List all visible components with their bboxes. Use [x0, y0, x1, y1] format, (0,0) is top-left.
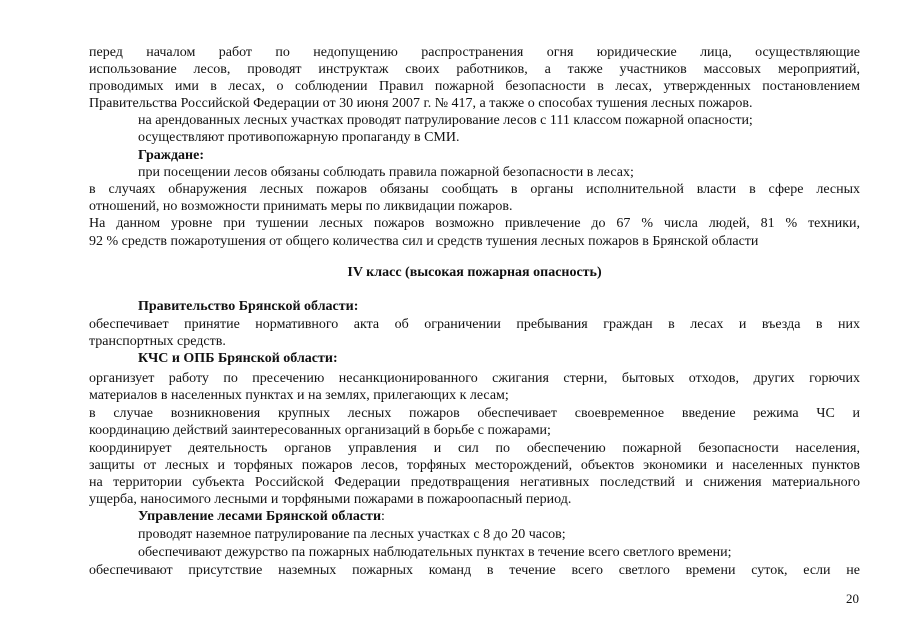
text-line: На данном уровне при тушении лесных пожаров возможно привлечение до 67 % числа людей, 81 % техники,	[89, 216, 860, 231]
text-line: перед началом работ по недопущению распространения огня юридические лица, осуществляющие	[89, 45, 860, 60]
text-line: 92 % средств пожаротушения от общего количества сил и средств тушения лесных пожаров в Брянской области	[89, 234, 759, 249]
heading-colon: :	[381, 509, 385, 524]
section-heading: Граждане:	[138, 148, 204, 163]
text-line: проводимых ими в лесах, о соблюдении Правил пожарной безопасности в лесах, утвержденных постановлением	[89, 79, 860, 94]
text-line: в случаях обнаружения лесных пожаров обязаны сообщать в органы исполнительной власти в сфере лесных	[89, 182, 860, 197]
page-number: 20	[846, 591, 859, 606]
text-line: организует работу по пресечению несанкционированного сжигания стерни, бытовых отходов, других горючих	[89, 371, 860, 386]
text-line: Правительства Российской Федерации от 30 июня 2007 г. № 417, а также о способах тушения лесных пожаров.	[89, 96, 753, 111]
text-line: при посещении лесов обязаны соблюдать правила пожарной безопасности в лесах;	[138, 165, 634, 180]
text-line: осуществляют противопожарную пропаганду в СМИ.	[138, 130, 460, 145]
text-line: защиты от лесных и торфяных пожаров лесов, торфяных месторождений, объектов экономики и населенных пунктов	[89, 458, 860, 473]
text-line: транспортных средств.	[89, 334, 226, 349]
text-line: материалов в населенных пунктах и на землях, прилегающих к лесам;	[89, 388, 509, 403]
text-line: на территории субъекта Российской Федерации предотвращения негативных последствий и снижения материального	[89, 475, 860, 490]
text-line: ущерба, наносимого лесными и торфяными пожарами в пожароопасный период.	[89, 492, 572, 507]
text-line: обеспечивают присутствие наземных пожарных команд в течение всего светлого времени суток, если не	[89, 563, 860, 578]
section-heading: Управление лесами Брянской области	[138, 509, 382, 524]
section-heading-line	[138, 508, 385, 525]
text-line: отношений, но возможности принимать меры по ликвидации пожаров.	[89, 199, 513, 214]
class-heading: IV класс (высокая пожарная опасность)	[347, 265, 602, 280]
text-line: на арендованных лесных участках проводят патрулирование лесов с 111 классом пожарной опасности;	[138, 113, 753, 128]
text-line: проводят наземное патрулирование па лесных участках с 8 до 20 часов;	[138, 527, 566, 542]
text-line: обеспечивает принятие нормативного акта об ограничении пребывания граждан в лесах и въезда в них	[89, 317, 860, 332]
text-line: в случае возникновения крупных лесных пожаров обеспечивает своевременное введение режима ЧС и	[89, 406, 860, 421]
text-line: обеспечивают дежурство па пожарных наблюдательных пунктах в течение всего светлого времени;	[138, 545, 732, 560]
section-heading: КЧС и ОПБ Брянской области:	[138, 351, 338, 366]
section-heading: Правительство Брянской области:	[138, 299, 359, 314]
text-line: использование лесов, проводят инструктаж своих работников, а также участников массовых мероприятий,	[89, 62, 860, 77]
text-line: координацию действий заинтересованных организаций в борьбе с пожарами;	[89, 423, 551, 438]
text-line: координирует деятельность органов управления и сил по обеспечению пожарной безопасности населения,	[89, 441, 860, 456]
